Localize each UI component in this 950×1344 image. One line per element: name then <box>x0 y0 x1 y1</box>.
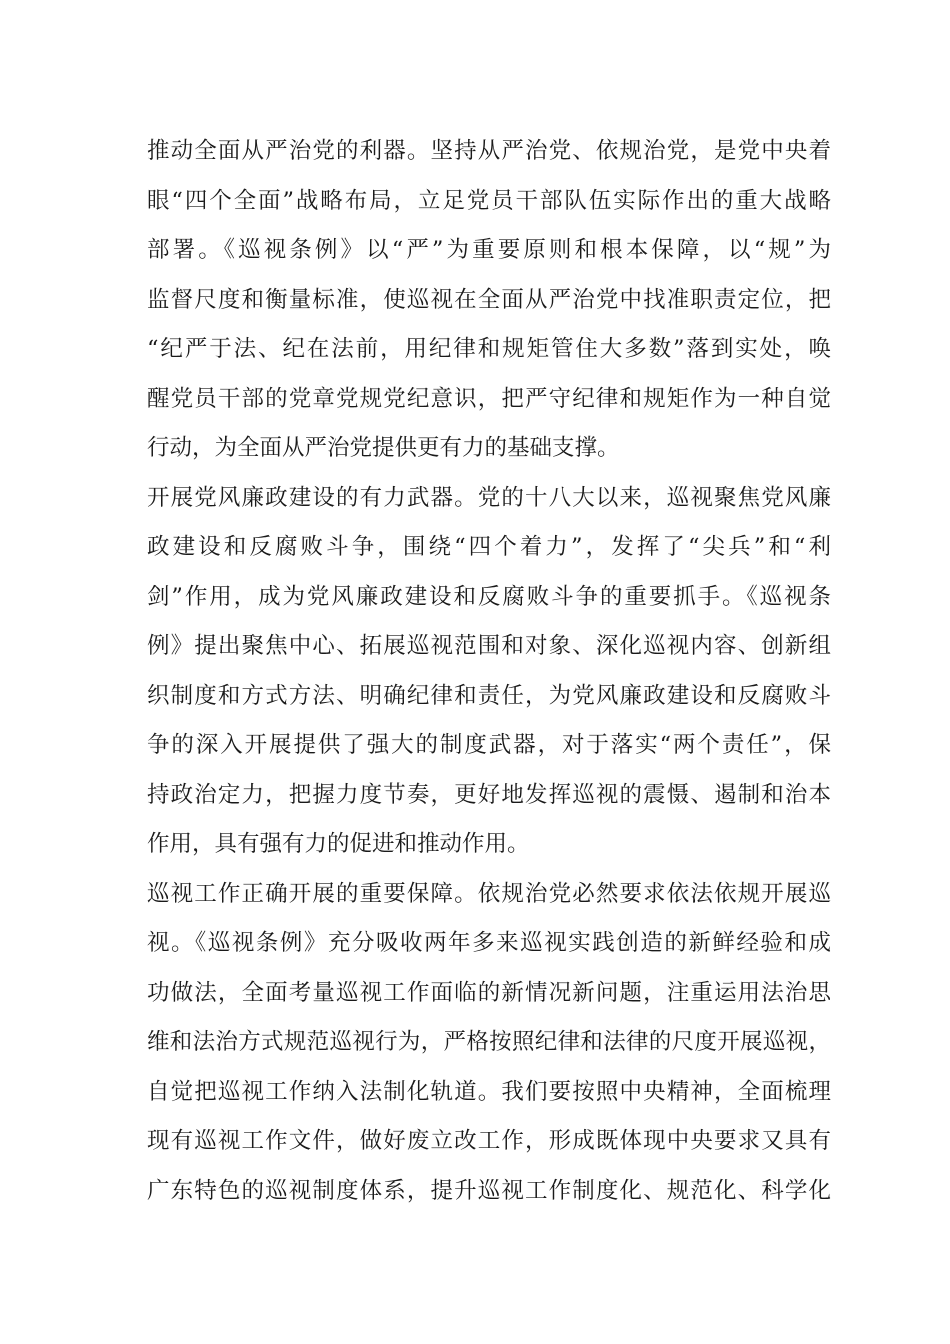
paragraph-1-line-3: 部署。《巡视条例》以“严”为重要原则和根本保障，以“规”为 <box>147 237 831 263</box>
paragraph-1-line-4: 监督尺度和衡量标准，使巡视在全面从严治党中找准职责定位，把 <box>147 286 831 313</box>
paragraph-1-line-2: 眼“四个全面”战略布局，立足党员干部队伍实际作出的重大战略 <box>147 187 831 214</box>
paragraph-3-line-4: 维和法治方式规范巡视行为，严格按照纪律和法律的尺度开展巡视， <box>147 1029 831 1055</box>
paragraph-2-line-1: 开展党风廉政建设的有力武器。党的十八大以来，巡视聚焦党风廉 <box>147 484 831 511</box>
paragraph-2-line-5: 织制度和方式方法、明确纪律和责任，为党风廉政建设和反腐败斗 <box>147 682 831 709</box>
paragraph-2-line-7: 持政治定力，把握力度节奏，更好地发挥巡视的震慑、遏制和治本 <box>147 781 831 808</box>
paragraph-1-line-6: 醒党员干部的党章党规党纪意识，把严守纪律和规矩作为一种自觉 <box>147 385 831 412</box>
paragraph-3-line-7: 广东特色的巡视制度体系，提升巡视工作制度化、规范化、科学化 <box>147 1177 831 1204</box>
paragraph-2-line-8: 作用，具有强有力的促进和推动作用。 <box>147 831 530 857</box>
paragraph-1-line-1: 推动全面从严治党的利器。坚持从严治党、依规治党，是党中央着 <box>147 138 831 164</box>
paragraph-3-line-2: 视。《巡视条例》充分吸收两年多来巡视实践创造的新鲜经验和成 <box>147 930 831 956</box>
paragraph-3-line-1: 巡视工作正确开展的重要保障。依规治党必然要求依法依规开展巡 <box>147 880 831 907</box>
paragraph-2-line-4: 例》提出聚焦中心、拓展巡视范围和对象、深化巡视内容、创新组 <box>147 633 831 659</box>
paragraph-2-line-2: 政建设和反腐败斗争，围绕“四个着力”，发挥了“尖兵”和“利 <box>147 534 831 560</box>
document-body <box>147 127 831 1216</box>
paragraph-1-line-5: “纪严于法、纪在法前，用纪律和规矩管住大多数”落到实处，唤 <box>147 336 831 362</box>
paragraph-2-line-3: 剑”作用，成为党风廉政建设和反腐败斗争的重要抓手。《巡视条 <box>147 583 831 610</box>
paragraph-3-line-5: 自觉把巡视工作纳入法制化轨道。我们要按照中央精神，全面梳理 <box>147 1078 831 1105</box>
paragraph-1-line-7: 行动，为全面从严治党提供更有力的基础支撑。 <box>147 435 620 461</box>
paragraph-2-line-6: 争的深入开展提供了强大的制度武器，对于落实“两个责任”，保 <box>147 732 831 758</box>
paragraph-3-line-6: 现有巡视工作文件，做好废立改工作，形成既体现中央要求又具有 <box>147 1128 831 1154</box>
paragraph-3-line-3: 功做法，全面考量巡视工作面临的新情况新问题，注重运用法治思 <box>147 979 831 1006</box>
